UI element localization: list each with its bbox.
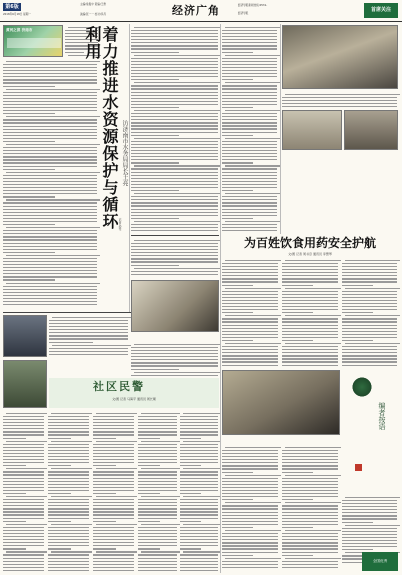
- community-text-mid: [131, 342, 219, 378]
- community-text-top: [49, 315, 129, 357]
- community-text-3: [93, 411, 135, 573]
- photo-market-caption: [222, 436, 340, 442]
- middle-column-text: [131, 25, 219, 235]
- footer-stamp: 全国优秀: [362, 552, 398, 571]
- food-byline: 文/图 记者 周书章 通讯员 李慧琴: [288, 252, 332, 256]
- community-text-2: [48, 411, 90, 573]
- upper-left-text: [3, 59, 98, 309]
- lower-right-text-1: [222, 445, 279, 571]
- lower-right-text-2: [282, 445, 339, 571]
- nav-line-1: 主编/常振中 责编/王勇: [80, 3, 106, 6]
- community-headline: 社区民警: [93, 380, 145, 393]
- top-badge: 首席关注: [364, 3, 398, 18]
- main-headline: 着力推进水资源保护与循环利用: [83, 26, 119, 230]
- photo-officer: [3, 315, 47, 357]
- food-headline: 为百姓饮食用药安全护航: [243, 236, 376, 250]
- food-text-2: [282, 258, 339, 368]
- channel-title: 经济广角: [172, 4, 220, 17]
- community-title-box: [49, 378, 219, 408]
- masthead: [0, 0, 402, 22]
- right-vertical-caption: 编者按语: [378, 402, 386, 430]
- info-box-caption: 黄河之滨 济南市: [6, 28, 33, 32]
- main-byline: 访济南市水务局局长王亮: [121, 120, 128, 186]
- food-text-1: [222, 258, 279, 368]
- red-seal-icon: [355, 464, 362, 471]
- right-photo-text: [282, 92, 398, 108]
- info-box-image: [3, 25, 63, 57]
- food-text-3: [342, 258, 398, 368]
- photo-kitchen: [131, 280, 219, 332]
- nav-line-2: 美编/张一一 校对/李丹: [80, 13, 106, 16]
- right-column-text: [222, 25, 278, 235]
- photo-kitchen-caption: [131, 333, 219, 339]
- community-text-5: [180, 411, 219, 573]
- community-text-1: [3, 411, 45, 573]
- calligraphy-title: [345, 372, 395, 492]
- photo-market: [222, 370, 340, 435]
- photo-patrol: [3, 360, 47, 408]
- ink-mark: [351, 376, 373, 398]
- page-number-badge: 第6版: [3, 3, 21, 11]
- community-text-4: [138, 411, 178, 573]
- food-text-left: [131, 238, 219, 278]
- photo-office: [282, 110, 342, 150]
- paper-name: 经济导报: [238, 12, 249, 15]
- main-reporter: 记者 孙雯: [118, 218, 122, 231]
- photo-inspection: [344, 110, 398, 150]
- date-line: 2018年6月18日 星期一: [3, 13, 31, 16]
- photo-gathering: [282, 25, 398, 89]
- hotline: 经济导报新闻热线:0531-: [238, 4, 268, 7]
- community-byline: 文/图 记者 马海平 通讯员 周长顺: [112, 397, 156, 401]
